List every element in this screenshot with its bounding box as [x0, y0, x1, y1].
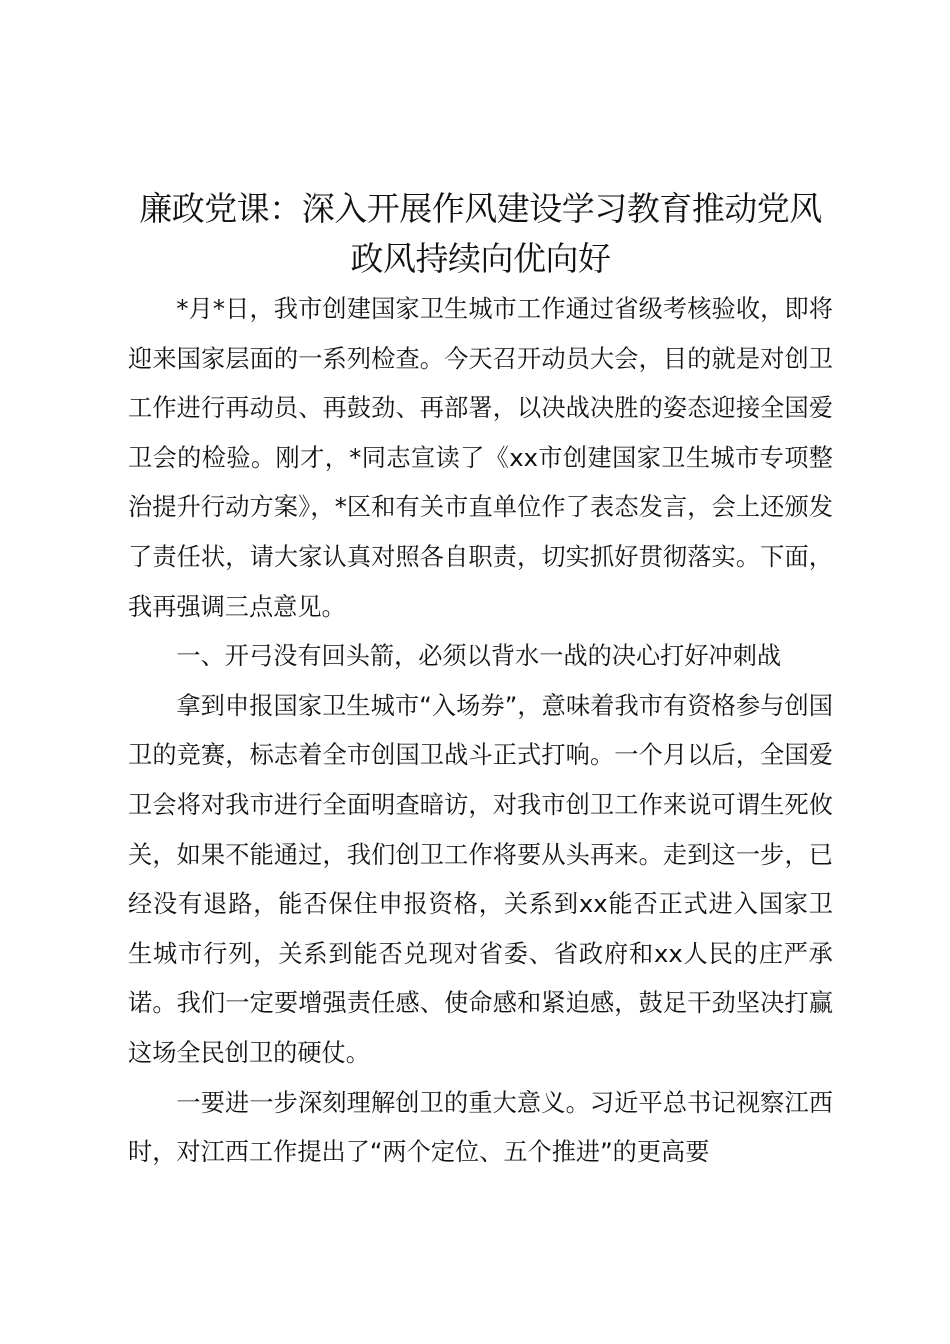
title-block [128, 184, 833, 284]
paragraph-section-1: 拿到申报国家卫生城市“入场券”，意味着我市有资格参与创国卫的竞赛，标志着全市创国卫战斗正式打响。一个月以后，全国爱卫会将对我市进行全面明查暗访，对我市创卫工作来说可谓生死攸关，如果不能通过，我们创卫工作将要从头再来。走到这一步，已经没有退路，能否保住申报资格，关系到xx能否正式进入国家卫生城市行列，关系到能否兑现对省委、省政府和xx人民的庄严承诺。我们一定要增强责任感、使命感和紧迫感，鼓足干劲坚决打赢这场全民创卫的硬仗。 [128, 691, 833, 1067]
paragraph-point-1: 一要进一步深刻理解创卫的重大意义。习近平总书记视察江西时，对江西工作提出了“两个定位、五个推进”的更高要 [128, 1088, 833, 1167]
section-heading-1: 一、开弓没有回头箭，必须以背水一战的决心打好冲刺战 [176, 642, 782, 671]
document-title: 廉政党课：深入开展作风建设学习教育推动党风政风持续向优向好 [139, 189, 822, 278]
document-page [128, 184, 833, 1178]
paragraph-intro: *月*日，我市创建国家卫生城市工作通过省级考核验收，即将迎来国家层面的一系列检查。今天召开动员大会，目的就是对创卫工作进行再动员、再鼓劲、再部署，以决战决胜的姿态迎接全国爱卫会的检验。刚才，*同志宣读了《xx市创建国家卫生城市专项整治提升行动方案》，*区和有关市直单位作了表态发言，会上还颁发了责任状，请大家认真对照各自职责，切实抓好贯彻落实。下面，我再强调三点意见。 [128, 295, 833, 621]
